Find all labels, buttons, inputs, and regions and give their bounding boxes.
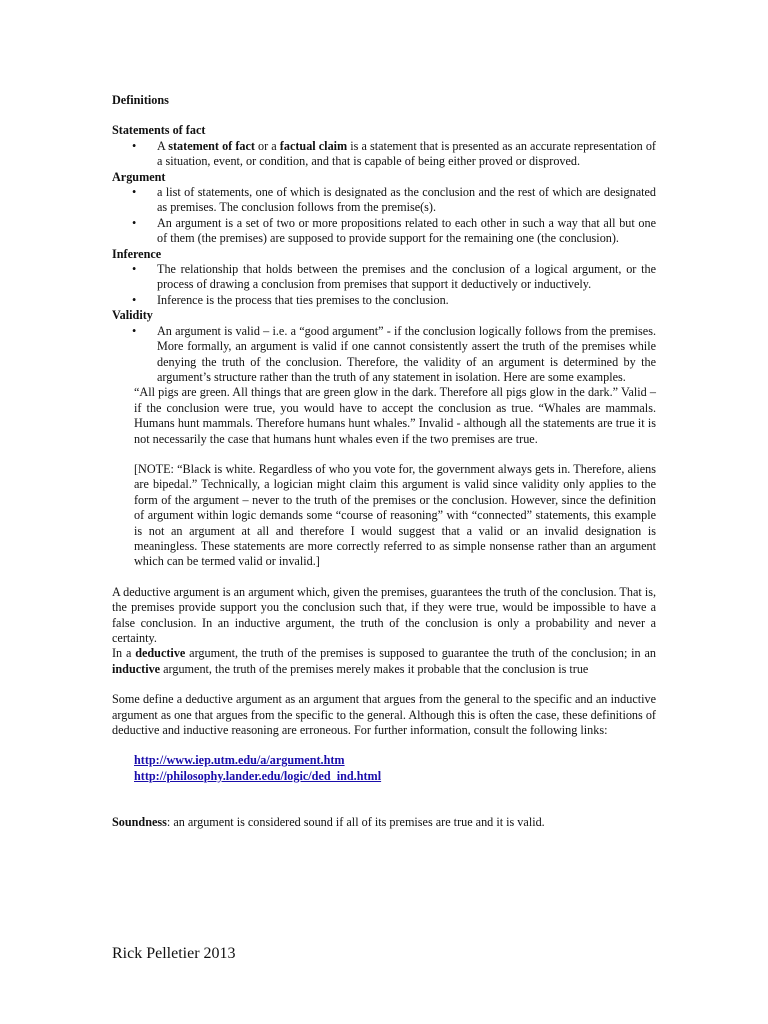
link-lander-ded-ind[interactable]: http://philosophy.lander.edu/logic/ded_ind.html: [134, 768, 382, 783]
reference-links: [134, 753, 656, 784]
deductive-text-mid: argument, the truth of the premises is supposed to guarantee the truth of the conclusion; in an: [185, 646, 656, 661]
validity-bullet-1: • An argument is valid – i.e. a “good argument” - if the conclusion logically follows from the premises. More formally, an argument is valid if one cannot consistently assert the truth of the premises while denying the truth of the conclusion. Therefore, the validity of an argument is determined by the argument’s structure rather than the truth of any statement in isolation. Here are some examples.: [112, 324, 656, 386]
soundness-text: : an argument is considered sound if all of its premises are true and it is valid.: [166, 815, 545, 830]
heading-argument: Argument: [112, 169, 166, 184]
deductive-inductive-paragraph: [112, 646, 656, 677]
facts-bullet-list: [112, 139, 656, 170]
term-factual-claim: factual claim: [279, 138, 348, 153]
argument-bullet-2: • An argument is a set of two or more propositions related to each other in such a way that all but one of them (the premises) are supposed to provide support for the remaining one (the conclusion).: [112, 216, 656, 247]
validity-note: [NOTE: “Black is white. Regardless of who you vote for, the government always gets in. Therefore, aliens are bipedal.” Technically, a logician might claim this argument is valid since validity only applies to the form of the argument – never to the truth of the premises or the conclusion. However, since the definition of argument within logic demands some “course of reasoning” with “connected” statements, this example is not an argument at all and therefore I would suggest that a valid or an invalid designation is meaningless. These statements are more correctly referred to as simple nonsense rather than an argument which can be termed valid or invalid.]: [134, 461, 656, 569]
heading-validity: Validity: [112, 308, 153, 323]
facts-text-mid: or a: [254, 138, 280, 153]
argument-bullet-list: [112, 185, 656, 247]
deductive-text-post: argument, the truth of the premises merely makes it probable that the conclusion is true: [160, 661, 589, 676]
general-specific-paragraph: Some define a deductive argument as an argument that argues from the general to the specific and an inductive argument as one that argues from the specific to the general. Although this is often the case, these definitions of deductive and inductive reasoning are erroneous. For further information, consult the following links:: [112, 692, 656, 738]
term-soundness: Soundness: [112, 815, 167, 830]
document-body: [112, 93, 656, 831]
term-statement-of-fact: statement of fact: [168, 138, 255, 153]
term-deductive: deductive: [135, 646, 186, 661]
deductive-text-pre: In a: [112, 646, 136, 661]
facts-text-pre: A: [157, 138, 169, 153]
validity-bullet-list: [112, 324, 656, 386]
inference-bullet-1: • The relationship that holds between the premises and the conclusion of a logical argument, or the process of drawing a conclusion from premises that support it deductively or inductively.: [112, 262, 656, 293]
footer-author: Rick Pelletier 2013: [112, 945, 236, 962]
argument-bullet-1: • a list of statements, one of which is designated as the conclusion and the rest of which are designated as premises. The conclusion follows from the premise(s).: [112, 185, 656, 216]
document-title: Definitions: [112, 93, 169, 107]
inference-bullet-2: • Inference is the process that ties premises to the conclusion.: [112, 293, 656, 308]
validity-examples: “All pigs are green. All things that are green glow in the dark. Therefore all pigs glow in the dark.” Valid – if the conclusion were true, you would have to accept the conclusion as true. “Whales are mammals. Humans hunt mammals. Therefore humans hunt whales.” Invalid - although all the statements are true it is not necessarily the case that humans hunt whales even if the two premises are true.: [134, 385, 656, 446]
facts-text-post: is a statement that is presented as an accurate representation of a situation, event, or condition, and that is capable of being either proved or disproved.: [157, 138, 656, 169]
soundness-paragraph: [112, 815, 656, 830]
deductive-paragraph: A deductive argument is an argument which, given the premises, guarantees the truth of the conclusion. That is, the premises provide support you the conclusion such that, if they were true, would be impossible to have a false conclusion. In an inductive argument, the truth of the conclusion is only a probability and never a certainty.: [112, 584, 656, 645]
inference-bullet-list: [112, 262, 656, 308]
link-iep-argument[interactable]: http://www.iep.utm.edu/a/argument.htm: [134, 753, 345, 768]
heading-inference: Inference: [112, 246, 162, 261]
heading-statements-of-fact: Statements of fact: [112, 123, 206, 138]
term-inductive: inductive: [112, 661, 161, 676]
facts-bullet-1: [112, 139, 656, 170]
